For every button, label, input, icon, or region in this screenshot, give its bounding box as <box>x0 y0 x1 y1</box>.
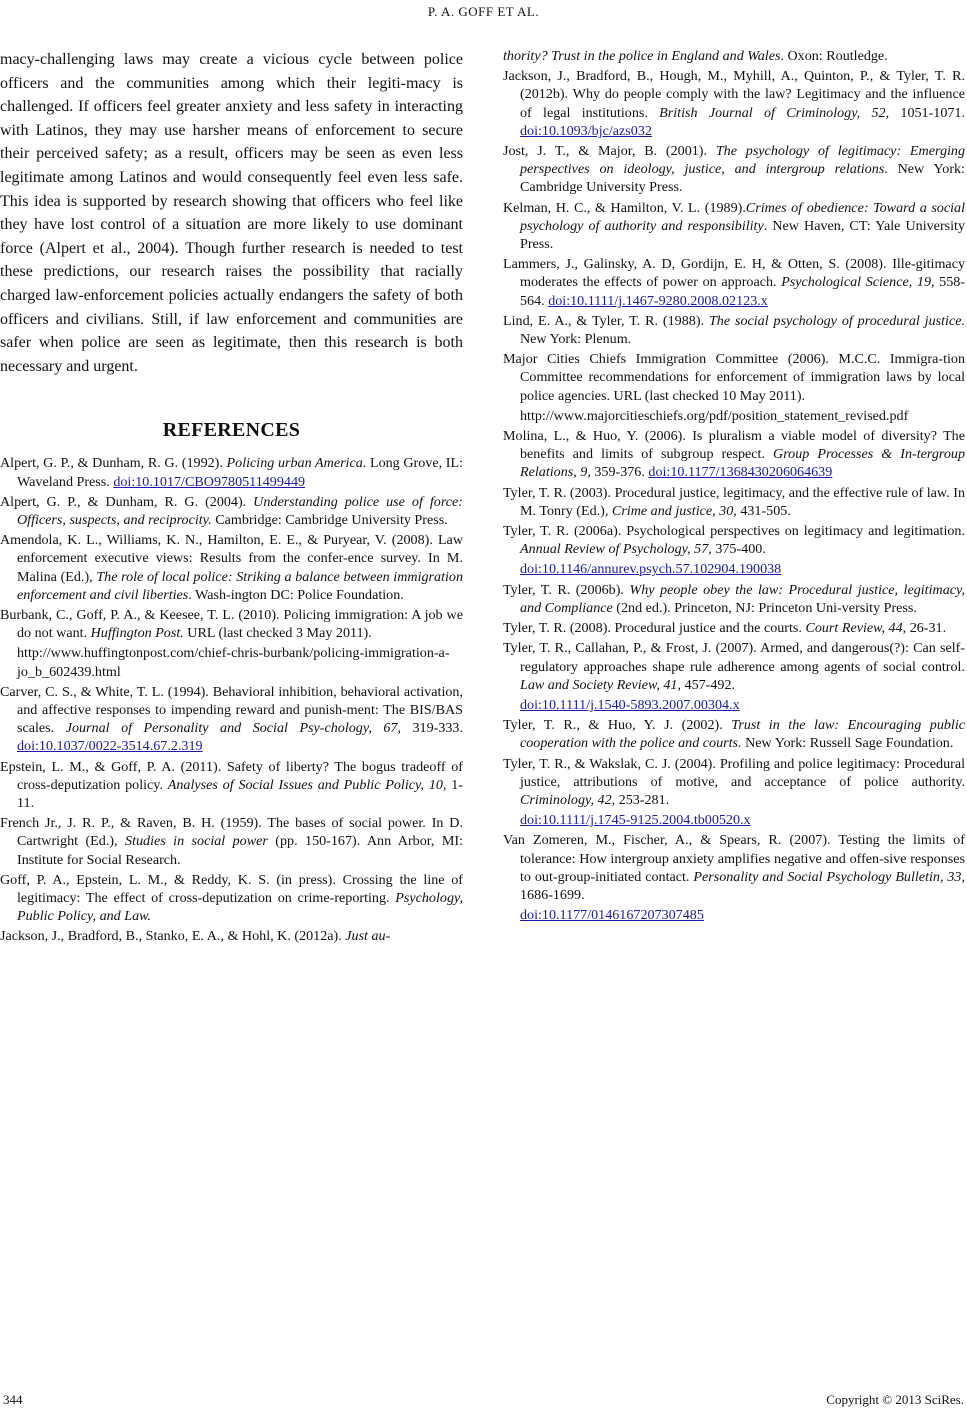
reference-title: Understanding police use of force: Officers, suspects, and reciprocity. <box>17 493 463 528</box>
references-heading: REFERENCES <box>162 419 301 442</box>
copyright-notice: Copyright © 2013 SciRes. <box>826 1392 964 1407</box>
reference-text: 359-376. <box>590 464 649 481</box>
reference-entry <box>0 606 463 681</box>
reference-entry <box>503 312 965 348</box>
reference-text: (pp. 150-167). Ann Arbor, MI: Institute for Social Research. <box>17 833 463 868</box>
right-column <box>503 47 965 926</box>
reference-entry <box>0 683 463 756</box>
reference-text: Jackson, J., Bradford, B., Hough, M., Myhill, A., Quinton, P., & Tyler, T. R. (2012b). Why do people comply with the law? Legitimacy and the influence of legal institutions. <box>503 68 965 121</box>
reference-text: Tyler, T. R., & Huo, Y. J. (2002). <box>503 717 732 734</box>
reference-entry <box>503 639 965 714</box>
reference-text: Goff, P. A., Epstein, L. M., & Reddy, K. S. (in press). Crossing the line of legitimacy: The effect of cross-deputization on crime-reporting. <box>0 871 463 906</box>
reference-title: Policing urban America <box>226 455 363 472</box>
reference-entry <box>0 454 463 490</box>
reference-entry <box>503 199 965 254</box>
reference-entry <box>503 255 965 310</box>
reference-text: Alpert, G. P., & Dunham, R. G. (1992). <box>0 455 227 472</box>
references-list-right <box>503 47 965 924</box>
reference-title: Personality and Social Psychology Bulletin, 33, <box>693 868 965 885</box>
doi-link[interactable]: doi:10.1093/bjc/azs032 <box>520 122 652 139</box>
reference-title: Psychology, Public Policy, and Law. <box>17 889 463 925</box>
reference-entry <box>503 350 965 425</box>
reference-title: The social psychology of procedural justice. <box>708 312 965 329</box>
reference-title: Psychological Science, 19, <box>781 274 935 291</box>
reference-text: Kelman, H. C., & Hamilton, V. L. (1989). <box>503 199 746 216</box>
reference-title: Journal of Personality and Social Psy-chology, 67, <box>65 720 401 737</box>
reference-text: . New Haven, CT: Yale University Press. <box>520 217 965 253</box>
reference-entry <box>503 522 965 579</box>
reference-text: (2nd ed.). Princeton, NJ: Princeton Uni-versity Press. <box>612 599 917 616</box>
doi-link[interactable]: doi:10.1177/0146167207307485 <box>520 907 704 924</box>
doi-link[interactable]: doi:10.1111/j.1540-5893.2007.00304.x <box>520 696 740 713</box>
reference-title: Trust in the law: Encouraging public cooperation with the police and courts. <box>520 717 966 752</box>
reference-text: Tyler, T. R. (2003). Procedural justice, legitimacy, and the effective rule of law. In M. Tonry (Ed.), <box>503 484 965 519</box>
reference-text: 1051-1071. <box>889 104 966 121</box>
reference-text: Burbank, C., Goff, P. A., & Keesee, T. L. (2010). Policing immigration: A job we do not want. <box>0 606 463 642</box>
reference-title: The psychology of legitimacy: Emerging perspectives on ideology, justice, and intergroup relations <box>520 143 965 178</box>
doi-link[interactable]: doi:10.1146/annurev.psych.57.102904.190038 <box>520 561 782 578</box>
reference-text: URL (last checked 3 May 2011). <box>183 625 372 642</box>
reference-text: French Jr., J. R. P., & Raven, B. H. (1959). The bases of social power. In D. Cartwright (Ed.), <box>0 815 463 850</box>
reference-text: Van Zomeren, M., Fischer, A., & Spears, R. (2007). Testing the limits of tolerance: How intergroup anxiety amplifies negative and offen-sive responses to out-group-initiated contact. <box>503 832 965 885</box>
reference-text: 319-333. <box>400 720 463 737</box>
reference-text: 558-564. <box>520 274 965 309</box>
reference-text: 26-31. <box>906 620 947 637</box>
reference-text: . Wash-ington DC: Police Foundation. <box>188 586 404 603</box>
reference-title: British Journal of Criminology, 52, <box>659 104 890 121</box>
references-list-left <box>0 454 463 945</box>
reference-text: Epstein, L. M., & Goff, P. A. (2011). Safety of liberty? The bogus tradeoff of cross-deputization policy. <box>0 758 463 793</box>
reference-text: Lind, E. A., & Tyler, T. R. (1988). <box>503 312 709 329</box>
reference-title: Criminology, 42, <box>520 791 616 808</box>
reference-entry <box>503 67 965 140</box>
reference-entry <box>503 619 965 637</box>
reference-url[interactable]: http://www.huffingtonpost.com/chief-chris-burbank/policing-immigration-a-jo_b_602439.html <box>17 645 450 680</box>
reference-text: Alpert, G. P., & Dunham, R. G. (2004). <box>0 493 254 510</box>
reference-title: Group Processes & In-tergroup Relations, 9, <box>520 446 965 481</box>
reference-entry <box>0 871 463 926</box>
reference-title: Just au- <box>345 928 391 945</box>
reference-text: Tyler, T. R. (2006a). Psychological perspectives on legitimacy and legitimation. <box>503 523 965 540</box>
reference-entry <box>0 493 463 529</box>
reference-entry <box>0 814 463 869</box>
reference-title: The role of local police: Striking a balance between immigration enforcement and civil liberties <box>17 568 463 603</box>
reference-text: New York: Russell Sage Foundation. <box>741 735 954 752</box>
page-number: 344 <box>3 1392 23 1407</box>
doi-link[interactable]: doi:10.1111/j.1745-9125.2004.tb00520.x <box>520 812 751 829</box>
reference-text: New York: Plenum. <box>520 331 632 348</box>
reference-title: thority? Trust in the police in England and Wales <box>503 48 781 64</box>
reference-text: Tyler, T. R., & Wakslak, C. J. (2004). Profiling and police legitimacy: Procedural justice, attributions of motive, and acceptance of police authority. <box>503 755 965 790</box>
reference-entry <box>503 581 965 617</box>
reference-entry <box>0 758 463 813</box>
reference-title: Annual Review of Psychology, 57, <box>520 541 712 558</box>
reference-entry <box>503 142 965 197</box>
reference-title: Crime and justice, 30, <box>611 502 737 519</box>
left-column <box>0 48 463 948</box>
reference-text: Cambridge: Cambridge University Press. <box>211 511 448 528</box>
reference-text: Molina, L., & Huo, Y. (2006). Is pluralism a viable model of diversity? The benefits and limits of subgroup respect. <box>503 428 965 463</box>
reference-url[interactable]: http://www.majorcitieschiefs.org/pdf/position_statement_revised.pdf <box>520 407 909 424</box>
reference-text: 1-11. <box>17 776 463 811</box>
reference-text: Jackson, J., Bradford, B., Stanko, E. A., & Hohl, K. (2012a). <box>0 928 346 945</box>
reference-title: Law and Society Review, 41, <box>520 676 681 693</box>
doi-link[interactable]: doi:10.1037/0022-3514.67.2.319 <box>17 738 203 755</box>
reference-entry <box>503 831 965 924</box>
reference-entry <box>503 427 965 482</box>
reference-text: Major Cities Chiefs Immigration Committee (2006). M.C.C. Immigra-tion Committee recommendations for enforcement of immigration laws by local police agencies. URL (last checked 10 May 2011). <box>503 351 965 404</box>
reference-text: . Long Grove, IL: Waveland Press. <box>17 455 463 490</box>
running-head: P. A. GOFF ET AL. <box>427 4 540 19</box>
reference-entry <box>503 484 965 520</box>
reference-text: Carver, C. S., & White, T. L. (1994). Behavioral inhibition, behavioral activation, and affective responses to impending reward and punish-ment: The BIS/BAS scales. <box>0 683 463 737</box>
reference-entry <box>503 716 965 752</box>
doi-link[interactable]: doi:10.1111/j.1467-9280.2008.02123.x <box>548 292 768 309</box>
reference-text: . Oxon: Routledge. <box>780 48 888 64</box>
reference-text: 457-492. <box>681 676 736 693</box>
doi-link[interactable]: doi:10.1017/CBO9780511499449 <box>113 473 306 490</box>
reference-text: 1686-1699. <box>520 886 585 903</box>
reference-text: Tyler, T. R. (2008). Procedural justice and the courts. <box>503 620 806 637</box>
reference-entry <box>0 531 463 604</box>
reference-title: Studies in social power <box>125 833 268 850</box>
reference-title: Analyses of Social Issues and Public Policy, 10, <box>167 776 447 793</box>
body-paragraph: macy-challenging laws may create a vicious cycle between police officers and the communities among which their legiti-macy is challenged. If officers feel greater anxiety and less safety in interacting with Latinos, they may use harsher means of enforcement to secure their perceived safety; as a result, officers may be seen as even less legitimate among Latinos and would consequently feel even less safe. This idea is supported by research showing that officers who feel like they have lost control of a situation are more likely to use dominant force (Alpert et al., 2004). Though further research is needed to test these predictions, our research raises the possibility that racially charged law-enforcement policies actually endangers the safety of both officers and civilians. Still, if law enforcement and communities are safer when police are seen as legitimate, then this research is both necessary and urgent. <box>0 51 463 375</box>
reference-text: Jost, J. T., & Major, B. (2001). <box>503 143 716 160</box>
reference-text: 253-281. <box>615 791 670 808</box>
reference-title: Huffington Post. <box>90 625 184 642</box>
reference-text: Lammers, J., Galinsky, A. D, Gordijn, E. H, & Otten, S. (2008). Ille-gitimacy moderates the effects of power on approach. <box>503 256 965 291</box>
reference-text: 375-400. <box>711 541 766 558</box>
doi-link[interactable]: doi:10.1177/1368430206064639 <box>648 464 833 481</box>
reference-title: Court Review, 44, <box>805 620 907 637</box>
reference-entry <box>503 47 965 65</box>
reference-title: Crimes of obedience: Toward a social psychology of authority and responsibility <box>520 199 965 234</box>
reference-text: Tyler, T. R., Callahan, P., & Frost, J. (2007). Armed, and dangerous(?): Can self-regulatory approaches shape rule adherence among agents of social control. <box>503 640 965 675</box>
reference-entry <box>0 927 463 945</box>
reference-entry <box>503 755 965 830</box>
reference-text: 431-505. <box>736 502 791 519</box>
reference-text: Tyler, T. R. (2006b). <box>503 581 630 598</box>
reference-text: Amendola, K. L., Williams, K. N., Hamilton, E. E., & Puryear, V. (2008). Law enforcement executive views: Results from the confer-ence survey. In M. Malina (Ed.), <box>0 532 463 585</box>
reference-text: . New York: Cambridge University Press. <box>520 161 965 196</box>
reference-title: Why people obey the law: Procedural justice, legitimacy, and Compliance <box>520 581 965 616</box>
